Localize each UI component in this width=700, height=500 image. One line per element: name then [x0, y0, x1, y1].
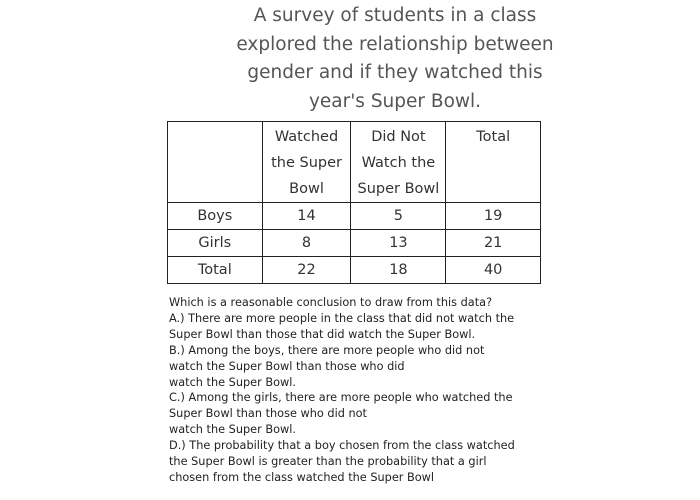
option-b-line: B.) Among the boys, there are more people who did not — [169, 343, 485, 357]
survey-table — [167, 121, 541, 284]
table-row-boys — [168, 203, 541, 230]
option-c — [169, 390, 689, 438]
option-c-line: C.) Among the girls, there are more people who watched the — [169, 391, 513, 405]
header-total — [446, 122, 541, 203]
header-did-not-watch — [351, 122, 446, 203]
table-row-girls — [168, 230, 541, 257]
option-b-line: watch the Super Bowl. — [169, 375, 297, 389]
header-watched-line: the Super — [271, 155, 342, 171]
table-row-total — [168, 257, 541, 284]
header-empty-cell — [168, 122, 263, 203]
option-d-line: D.) The probability that a boy chosen from the class watched — [169, 439, 515, 453]
option-c-line: watch the Super Bowl. — [169, 423, 297, 437]
option-b — [169, 343, 689, 391]
option-b-line: watch the Super Bowl than those who did — [169, 359, 405, 373]
header-watched-line: Bowl — [289, 181, 324, 197]
row-label: Girls — [168, 230, 263, 257]
intro-line: gender and if they watched this — [247, 62, 543, 83]
header-total-line: Total — [476, 129, 511, 145]
header-watched-line: Watched — [274, 129, 339, 145]
table-cell: 40 — [446, 257, 541, 284]
intro-text — [230, 2, 560, 116]
table-cell: 18 — [351, 257, 446, 284]
table-cell: 22 — [262, 257, 351, 284]
question-block — [169, 295, 689, 486]
row-label: Total — [168, 257, 263, 284]
option-c-line: Super Bowl than those who did not — [169, 407, 367, 421]
row-label: Boys — [168, 203, 263, 230]
intro-line: A survey of students in a class — [253, 5, 537, 26]
header-did-not-line: Did Not — [371, 129, 426, 145]
option-d — [169, 438, 689, 486]
intro-line: explored the relationship between — [236, 33, 554, 55]
option-a-line: A.) There are more people in the class that did not watch the — [169, 311, 515, 325]
table-header-row — [168, 122, 541, 203]
question-prompt: Which is a reasonable conclusion to draw from this data? — [169, 296, 493, 309]
table-cell: 19 — [446, 203, 541, 230]
option-a — [169, 311, 689, 343]
header-did-not-line: Super Bowl — [357, 181, 440, 197]
table-cell: 14 — [262, 203, 351, 230]
table-cell: 13 — [351, 230, 446, 257]
header-did-not-line: Watch the — [361, 155, 436, 171]
table-cell: 21 — [446, 230, 541, 257]
table-cell: 5 — [351, 203, 446, 230]
table-cell: 8 — [262, 230, 351, 257]
option-d-line: chosen from the class watched the Super Bowl — [169, 470, 435, 484]
intro-line: year's Super Bowl. — [308, 90, 482, 112]
option-d-line: the Super Bowl is greater than the probability that a girl — [169, 455, 487, 469]
header-watched — [262, 122, 351, 203]
option-a-line: Super Bowl than those that did watch the Super Bowl. — [169, 327, 476, 341]
